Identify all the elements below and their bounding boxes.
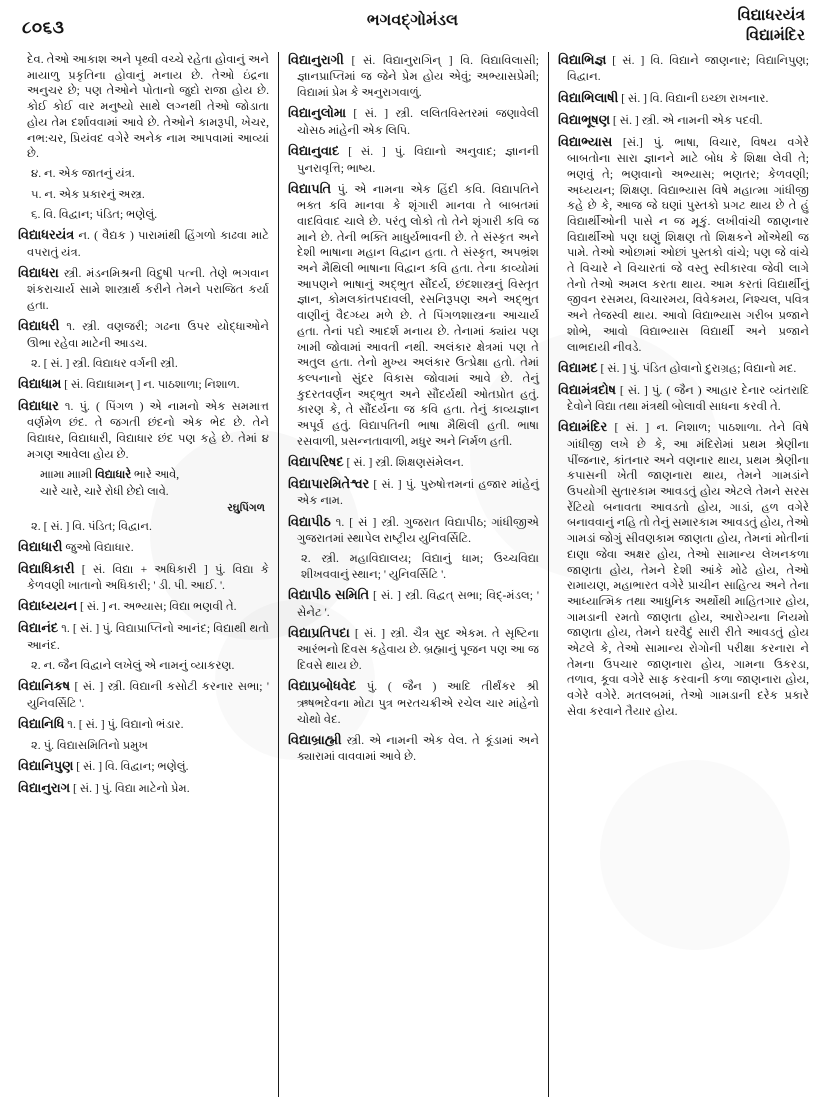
entry-definition: જુઓ વિદ્યાધાર. (62, 540, 134, 554)
dictionary-entry (558, 90, 809, 107)
entry-definition: ૨. [ સં. ] વિ. પંડિત; વિદ્વાન. (31, 519, 152, 533)
entry-definition: સ્ત્રી. મંડનમિશ્રની વિદુષી પત્ની. તેણે ભગવાન શંકરાચાર્ય સામે શાસ્ત્રાર્થ કરીને તેમને પરાજિત કર્યા હતા. (27, 266, 269, 312)
entry-headword: વિદ્યાધરી (18, 319, 60, 334)
entry-headword: વિદ્યામંદિર (558, 420, 608, 435)
entry-definition: [ સં. વિદ્યાનુરાગિન્ ] વિ. વિદ્યાવિલાસી; જ્ઞાનપ્રાપ્તિમાં જ જેને પ્રેમ હોય એવું; અભ્યાસપ્રેમી; વિદ્યામાં પ્રેમ કે અનુરાગવાળું. (297, 54, 539, 100)
entry-headword: વિદ્યાધિકારી (18, 561, 75, 576)
entry-headword: વિદ્યાભ્યાસ (558, 134, 613, 149)
entry-headword: વિદ્યાપારમિતેશ્વર (288, 476, 370, 491)
entry-headword: વિદ્યાપરિષદ (288, 455, 344, 469)
running-title: ભગવદ્ગોમંડલ (366, 12, 459, 29)
dictionary-entry (288, 52, 539, 101)
entry-definition: [ સં. ] સ્ત્રી. વિદ્વત્ સભા; વિદ્-મંડલ; ' સેનેટ '. (297, 589, 540, 619)
entry-definition: [ સં. ] સ્ત્રી. વિદ્યાની કસોટી કરનાર સભા; ' યુનિવર્સિટિ '. (27, 680, 269, 710)
entry-definition: [ સં. ] સ્ત્રી. શિક્ષણસંમેલન. (343, 456, 464, 469)
dictionary-entry (288, 732, 539, 765)
entry-definition: [ સં. ] ન. નિશાળ; પાઠશાળા. તેને વિષે ગાંધીજી લખે છે કે, આ મંદિરોમાં પ્રથમ શ્રેણીના પીંજનાર, કાંતનાર અને વણનાર થાય, પ્રથમ શ્રેણીના કપાસની ખેતી જાણનારા થાય, તેમને ગામડાંને ઉપયોગી સુતારકામ આવડતું હોય એટલે તેમને સરસ રેંટિયો બનાવતા આવડતો હોય, ગાડાં, હળ વગેરે બનાવવાનું નહિ તો તેનું સમારકામ આવડતું હોય, તેઓ ગામડાં જોગું સીવણકામ જાણતા હોય, તેમનાં મોતીનાં દાણા જેવા અક્ષર હોય, તેઓ સામાન્ય લેખનકળા જાણતા હોય, તેમને દેશી આંકે મોઢે હોય, તેઓ રામાયણ, મહાભારત વગેરે પ્રાચીન સાહિત્ય અને તેના આધ્યાત્મિક તથા આધુનિક અર્થોથી માહિતગાર હોય, ગામડાની રમતો જાણતા હોય, આરોગ્યના નિયમો જાણતા હોય, તેમને ઘરવૈદું સારી રીતે આવડતું હોય એટલે કે, તેઓ સામાન્ય રોગોની પરીક્ષા કરનારા ને તેમના ઉપચાર જાણનારા હોય, ગામના ઉકરડા, તળાવ, કૂવા વગેરે સાફ કરવાની કળા જાણનારા હોય, વગેરે વગેરે. મતલબમાં, તેઓ ગામડાની દરેક પ્રકારે સેવા કરવાને તૈયાર હોય. (567, 421, 809, 718)
entry-definition: [ સં. ] વિ. વિદ્યાને જાણનાર; વિદ્યાનિપુણ; વિદ્વાન. (567, 54, 809, 84)
entry-sense (18, 166, 269, 182)
entry-definition: પું. ( જૈન ) આદિ તીર્થંકર શ્રી ઋષભદેવના મોટા પુત્ર ભરતચક્રીએ રચેલ ચાર માંહેનો ચોથો વેદ. (297, 680, 539, 726)
entry-headword: વિદ્યાધરયંત્ર (18, 228, 75, 243)
dictionary-entry (18, 598, 269, 615)
guide-words (738, 6, 806, 46)
entry-definition: સ્ત્રી. એ નામની એક વેલ. તે કૂંડામાં અને ક્યારામાં વાવવામાં આવે છે. (297, 733, 539, 764)
dictionary-entry (18, 539, 269, 556)
entry-definition: ૨. [ સં. ] સ્ત્રી. વિદ્યાધર વર્ગની સ્ત્રી. (31, 356, 178, 370)
entry-headword: વિદ્યાભિલાષી (558, 90, 619, 105)
verse-keyword: વિદ્યાધારે (95, 469, 132, 482)
dictionary-entry (288, 625, 539, 674)
entry-headword: વિદ્યાનિપુણ (18, 759, 74, 774)
dictionary-entry (18, 678, 269, 711)
entry-definition: ૧. સ્ત્રી. વણજરી; ગઢના ઉપર યોદ્ધાઓને ઊભા રહેવા માટેની આડચ. (27, 320, 269, 350)
entry-definition: [ સં. ] સ્ત્રી. ચૈત્ર સુદ એકમ. તે સૃષ્ટિના આરંભનો દિવસ કહેવાય છે. બ્રહ્માનું પૂજન પણ આ જ દિવસે થાય છે. (297, 626, 539, 673)
entry-sense (18, 356, 269, 372)
entry-definition: ૨. સ્ત્રી. મહાવિદ્યાલય; વિદ્યાનું ધામ; ઉચ્ચવિદ્યા શીખવવાનું સ્થાન; ' યુનિવર્સિટિ '. (301, 552, 539, 582)
dictionary-entry (558, 52, 809, 85)
dictionary-entry (288, 105, 539, 138)
entry-definition: ૧. પું. ( પિંગળ ) એ નામનો એક સમમાત્ત વર્ણમેળ છંદ. તે જગતી છંદનો એક ભેદ છે. તેને વિદ્યાધર, વિદ્યાધારી, વિદ્યાધાર છંદ પણ કહે છે. તેમાં ૪ મગણ આવેલા હોય છે. (27, 399, 269, 461)
entry-headword: વિદ્યાધરા (18, 265, 59, 280)
entry-definition: પું. એ નામના એક હિંદી કવિ. વિદ્યાપતિને ભક્ત કવિ માનવા કે શૃંગારી માનવા તે બાબતમાં વાદવિવાદ ચાલે છે. પરંતુ લોકો તો તેને શૃંગારી કવિ જ માને છે. તેની ભક્તિ માધુર્યભાવની છે. તે સંસ્કૃત અને દેશી ભાષાના મહાન વિદ્વાન હતા. તે સંસ્કૃત, અપભ્રંશ અને મૈથિલી ભાષાના વિદ્વાન કવિ હતા. તેના કાવ્યોમાં આપણને ભાષાનું અદ્ભુત સૌંદર્ય, છંદશાસ્ત્રનું વિસ્તૃત જ્ઞાન, કોમલકાંતપદાવલી, રસનિરૂપણ અને અદ્ભુત વાણીનું વૈદગ્ધ્ય મળે છે. તે પિંગળશાસ્ત્રના આચાર્ય હતા. તેનાં પદો આદર્શ મનાય છે. તેનામાં ક્યાંય પણ ખામી જોવામાં આવતી નથી. અલંકાર ક્ષેત્રમાં પણ તે અતુલ હતા. તેનો મુખ્ય અલંકાર ઉત્પ્રેક્ષા હતો. તેમાં કલ્પનાનો સુંદર વિકાસ જોવામાં આવે છે. તેનું કુદરતવર્ણન અદ્ભુત અને સૌંદર્યથી ઓતપ્રોત હતું. કારણ કે, તે સૌંદર્યના જ કવિ હતા. તેનું કાવ્યજ્ઞાન અપૂર્વ હતું. વિદ્યાપતિની ભાષા મૈથિલી હતી. ભાષા રસવાળી, પ્રસન્નતાવાળી, મધુર અને નિર્મળ હતી. (297, 182, 539, 448)
entry-definition: ૫. ન. એક પ્રકારનું અસ્ત્ર. (31, 187, 145, 201)
entry-definition: [ સં. ] ન. અભ્યાસ; વિદ્યા ભણવી તે. (77, 600, 237, 614)
entry-definition: [ સં. ] પું. પુરુષોત્તમનાં હજાર માંહેનું એક નામ. (297, 477, 539, 508)
verse-line: માામા માામી વિદ્યાધારે ભારે આવે, (40, 469, 180, 482)
entry-definition: દેવ. તેઓ આકાશ અને પૃથ્વી વચ્ચે રહેતા હોવાનું અને માયાળુ પ્રકૃતિના હોવાનું મનાય છે. તેઓ ઇંદ્રના અનુચર છે; પણ તેઓને પોતાનો જુદો રાજા હોય છે. કોઈ કોઈ વાર મનુષ્યો સાથે લગ્નથી તેઓ જોડાતા હોય તેમ દર્શાવવામાં આવે છે. તેઓને કામરૂપી, ખેચર, નભ:ચર, પ્રિયંવદ વગેરે અનેક નામ આપવામાં આવ્યાં છે. (27, 53, 269, 161)
verse-line: ચારે ચારે, ચારે રોધી છેદો લાવે. (40, 485, 169, 498)
entry-definition: [ સં. ] સ્ત્રી. એ નામની એક પદવી. (610, 113, 763, 127)
dictionary-entry (18, 758, 269, 775)
entry-definition: [ સં. ] પું. પંડિત હોવાનો દુરાગ્રહ; વિદ્યાનો મદ. (597, 361, 797, 375)
dictionary-entry (18, 398, 269, 463)
dictionary-entry (18, 716, 269, 733)
dictionary-entry (288, 587, 539, 620)
column-container (0, 52, 825, 1107)
entry-sense (288, 551, 539, 582)
text-column-1 (14, 52, 278, 1097)
entry-headword: વિદ્યાનુરાગ (18, 781, 71, 796)
entry-headword: વિદ્યાપ્રબોધવેદ (288, 679, 357, 694)
entry-definition: ૧. [ સં ] સ્ત્રી. ગુજરાત વિદ્યાપીઠ; ગાંધીજીએ ગુજરાતમાં સ્થાપેલ રાષ્ટ્રીય યુનિવર્સિટિ. (297, 515, 539, 546)
entry-headword: વિદ્યાધાર (18, 398, 59, 413)
entry-headword: વિદ્યાધારી (18, 539, 63, 554)
entry-definition: ૧. [ સં. ] પું. વિદ્યાપ્રાપ્તિનો આનંદ; વિદ્યાથી થતો આનંદ. (27, 622, 269, 652)
entry-headword: વિદ્યાભિજ્ઞ (558, 53, 607, 67)
entry-headword: વિદ્યામંત્રદોષ (558, 382, 616, 397)
entry-definition: [ સં. વિદ્યા + અધિકારી ] પું. વિદ્યા કે કેળવણી ખાતાનો અધિકારી; ' ડી. પી. આઈ. '. (27, 562, 269, 593)
entry-headword: વિદ્યાભૂષણ (558, 112, 611, 127)
entry-definition: [ સં. ] પું. વિદ્યાનો અનુવાદ; જ્ઞાનની પુનરાવૃત્તિ; ભાષ્ય. (297, 145, 539, 175)
entry-headword: વિદ્યાનુરાગી (288, 53, 344, 67)
dictionary-entry (18, 561, 269, 594)
entry-definition: ૨. પું. વિદ્યાસમિતિનો પ્રમુખ (31, 738, 149, 752)
dictionary-entry (288, 514, 539, 547)
dictionary-entry (288, 454, 539, 471)
entry-headword: વિદ્યાપ્રતિપદા (288, 625, 350, 640)
entry-sense (18, 187, 269, 203)
entry-headword: વિદ્યાનિકષ (18, 679, 71, 694)
entry-headword: વિદ્યાધામ (18, 377, 62, 391)
entry-headword: વિદ્યાનુવાદ (288, 144, 340, 159)
entry-sense (18, 658, 269, 674)
entry-headword: વિદ્યામદ (558, 360, 598, 375)
text-column-3 (549, 52, 811, 1097)
entry-headword: વિદ્યાપીઠ સમિતિ (288, 588, 370, 603)
dictionary-entry (18, 265, 269, 314)
page-header (0, 0, 825, 52)
verse-quotation (18, 467, 269, 516)
dictionary-entry (288, 143, 539, 176)
guide-word-first: વિદ્યાધરયંત્ર (737, 7, 805, 24)
entry-definition: ૬. વિ. વિદ્વાન; પંડિત; ભણેલું. (31, 207, 158, 221)
entry-definition: [સં.] પું. ભાષા, વિચાર, વિષય વગેરે બાબતોના સારા જ્ઞાનને માટે બોધ કે શિક્ષા લેવી તે; ભણવું તે; ભણવાનો અભ્યાસ; ભણતર; કેળવણી; અધ્યયન; શિક્ષણ. વિદ્યાભ્યાસ વિષે મહાત્મા ગાંધીજી કહે છે કે, આજ જે ઘણાં પુસ્તકો પ્રગટ થાય છે તે હું વિદ્યાર્થીઓની પાસે ન જ મૂકું. લખીવાંચી જાણનાર વિદ્યાર્થીઓ પણ ઘણું શિક્ષણ તો શિક્ષકને મોંએથી જ પામે. તેઓ ઓછામાં ઓછાં પુસ્તકો વાંચે; પણ જે વાંચે તે વિચારે ને વિચારતાં જે વસ્તુ સ્વીકારવા જેવી લાગે તેનો તેઓ અમલ કરતા થાય. આમ કરતાં વિદ્યાર્થીનું જીવન રસમય, વિચારમય, વિવેકમય, નિશ્ચલ, પવિત્ર અને તેજસ્વી થાય. આવો વિદ્યાભ્યાસ ગરીબ પ્રજાને શોભે, આવો વિદ્યાભ્યાસ વિદ્યાર્થી અને પ્રજાને લાભદાયી નીવડે. (567, 135, 809, 354)
entry-definition: ૧. [ સં. ] પું. વિદ્યાનો ભંડાર. (64, 717, 184, 731)
dictionary-entry (18, 318, 269, 351)
dictionary-entry (558, 382, 809, 415)
entry-sense (18, 519, 269, 535)
entry-definition: [ સં. ] વિ. વિદ્યાની ઇચ્છા રાખનાર. (618, 91, 769, 105)
entry-definition: [ સં. ] પું. ( જૈન ) આહાર દેનાર વ્યંતરાદિ દેવોને વિદ્યા તથા મંત્રથી બોલાવી સાધના કરવી તે. (567, 383, 809, 414)
entry-headword: વિદ્યાપતિ (288, 181, 332, 196)
text-column-2 (278, 52, 549, 1097)
folio-number: ૮૦૬૩ (22, 18, 65, 37)
entry-definition: [ સં. ] સ્ત્રી. લલિતવિસ્તરમાં જણાવેલી ચોસઠ માંહેની એક લિપિ. (297, 107, 539, 137)
entry-sense (18, 207, 269, 223)
dictionary-entry (558, 112, 809, 129)
entry-definition: [ સં. વિદ્યાધામન્ ] ન. પાઠશાળા; નિશાળ. (61, 378, 240, 391)
entry-definition: ૪. ન. એક જાતનું યંત્ર. (31, 167, 135, 181)
entry-definition: [ સં. ] પું. વિદ્યા માટેનો પ્રેમ. (70, 782, 190, 796)
guide-word-last: વિદ્યામંદિર (745, 26, 805, 44)
entry-sense (18, 738, 269, 754)
entry-definition: [ સં. ] વિ. વિદ્વાન; ભણેલું. (73, 760, 189, 774)
dictionary-entry (558, 419, 809, 719)
entry-headword: વિદ્યાપીઠ (288, 514, 331, 529)
entry-headword: વિદ્યાબ્રાહ્મી (288, 732, 342, 747)
dictionary-entry (18, 376, 269, 393)
entry-definition: ૨. ન. જૈન વિદ્વાને લખેલું એ નામનું વ્યાકરણ. (31, 659, 235, 673)
entry-definition: ન. ( વૈદ્યક ) પારામાંથી હિંગળો કાઢવા માટે વપરાતું યંત્ર. (27, 229, 269, 259)
dictionary-entry (558, 360, 809, 377)
entry-continuation (18, 52, 269, 162)
entry-headword: વિદ્યાનંદ (18, 621, 59, 636)
dictionary-entry (558, 134, 809, 356)
dictionary-entry (18, 620, 269, 653)
verse-citation: રઘુપિંગળ (227, 503, 265, 515)
entry-headword: વિદ્યાનુલોમા (288, 106, 347, 121)
dictionary-entry (288, 181, 539, 450)
dictionary-entry (18, 227, 269, 260)
entry-headword: વિદ્યાધ્યયન (18, 599, 78, 614)
dictionary-entry (288, 476, 539, 509)
dictionary-entry (288, 678, 539, 727)
dictionary-entry (18, 780, 269, 797)
entry-headword: વિદ્યાનિધિ (18, 716, 65, 731)
